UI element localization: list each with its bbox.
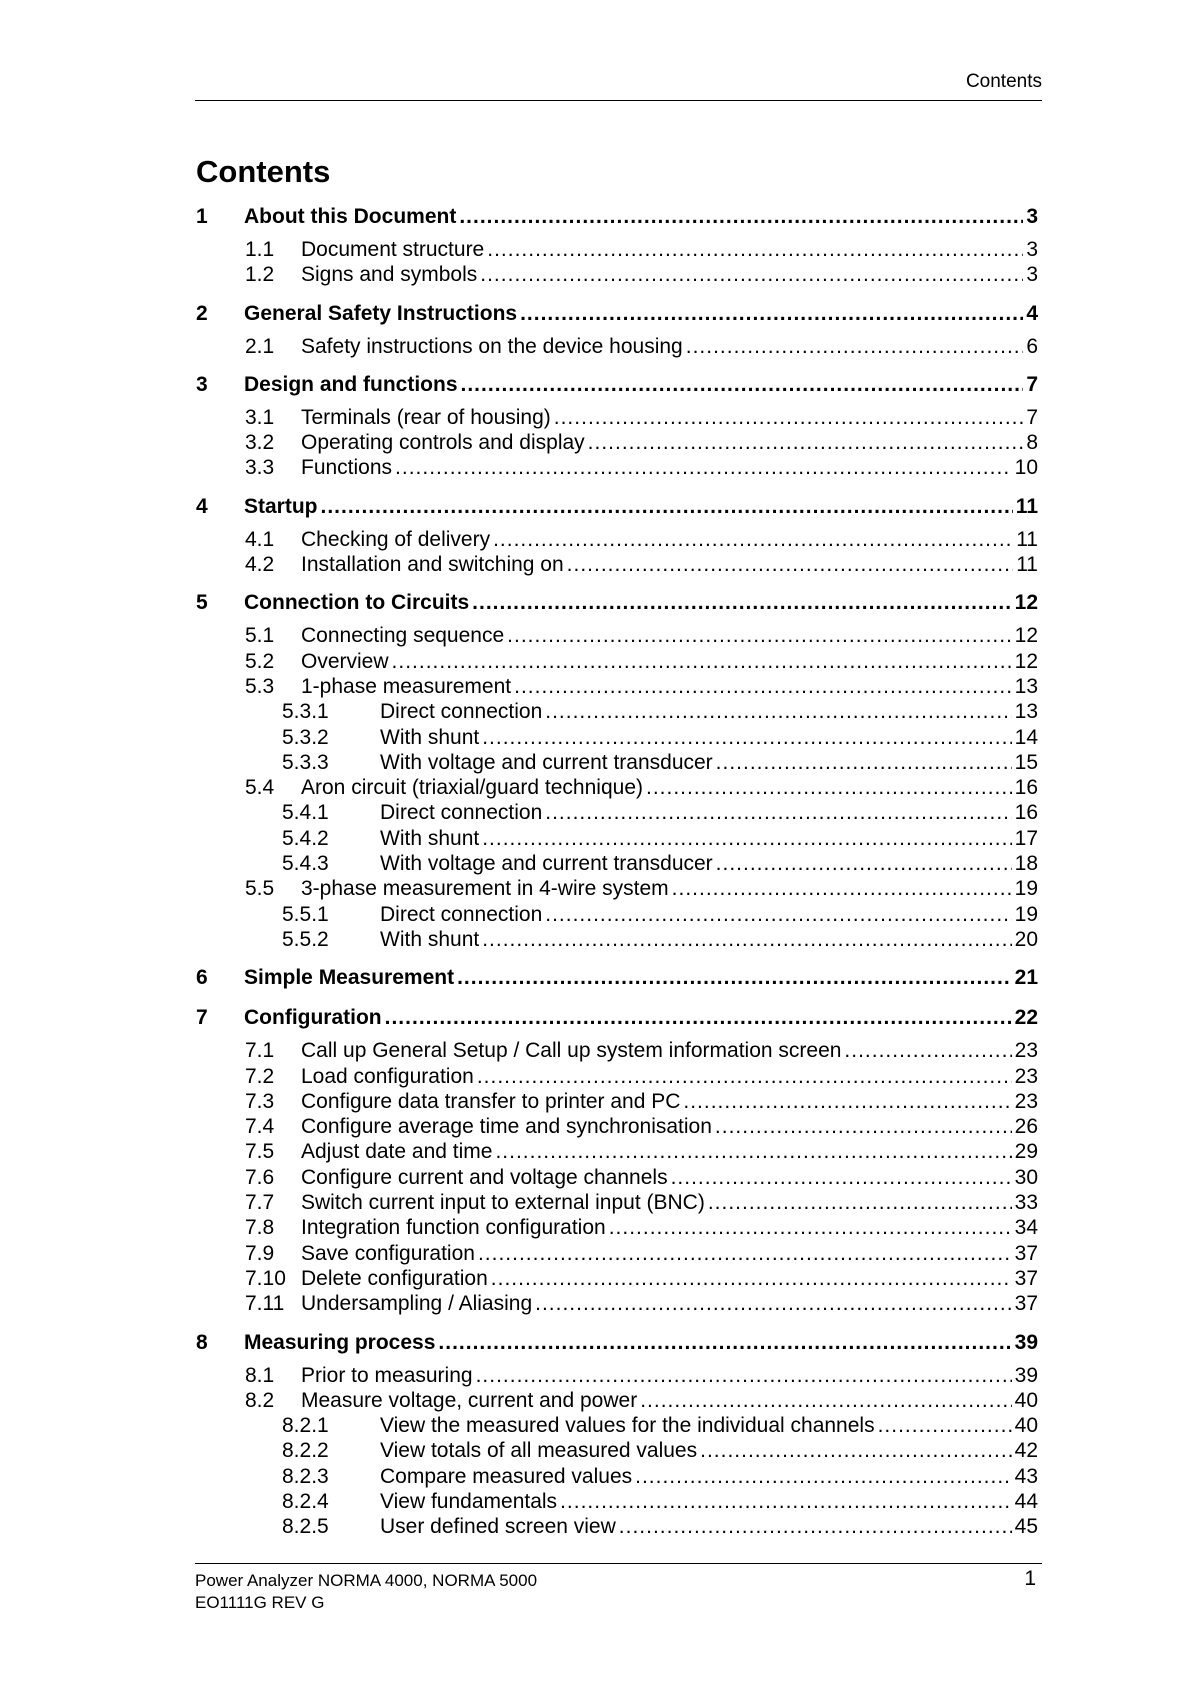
footer-product: Power Analyzer NORMA 4000, NORMA 5000 <box>195 1571 538 1590</box>
toc-chapter-entry[interactable] <box>196 1004 1038 1032</box>
toc-entry[interactable] <box>196 552 1038 577</box>
toc-leader-dots <box>878 1413 1012 1438</box>
toc-entry-number: 2.1 <box>245 334 275 358</box>
toc-entry-number: 7.9 <box>245 1241 275 1265</box>
toc-chapter-entry[interactable] <box>196 203 1038 231</box>
toc-entry-page: 33 <box>1014 1191 1038 1215</box>
toc-entry-number: 1.2 <box>245 263 275 287</box>
toc-leader-dots <box>545 902 1011 927</box>
toc-entry-label: Delete configuration <box>301 1266 488 1290</box>
toc-entry-number: 8 <box>196 1330 208 1354</box>
toc-entry[interactable] <box>196 237 1038 262</box>
toc-entry-page: 8 <box>1026 431 1038 455</box>
toc-entry[interactable] <box>196 455 1038 480</box>
toc-entry-page: 4 <box>1026 301 1038 325</box>
toc-entry-page: 26 <box>1014 1115 1038 1139</box>
toc-entry-page: 10 <box>1014 456 1038 480</box>
toc-entry-page: 39 <box>1014 1330 1038 1354</box>
toc-leader-dots <box>672 876 1012 901</box>
toc-entry-label: With shunt <box>380 826 480 850</box>
toc-entry-page: 45 <box>1014 1515 1038 1539</box>
toc-entry-number: 7.1 <box>245 1039 275 1063</box>
toc-entry-label: With shunt <box>380 725 480 749</box>
toc-entry-page: 34 <box>1014 1216 1038 1240</box>
toc-entry[interactable] <box>196 1291 1038 1316</box>
toc-entry-number: 3.2 <box>245 431 275 455</box>
toc-entry-label: Terminals (rear of housing) <box>301 405 551 429</box>
toc-entry-label: Functions <box>301 456 393 480</box>
toc-entry[interactable] <box>196 1064 1038 1089</box>
toc-entry[interactable] <box>196 1114 1038 1139</box>
toc-leader-dots <box>686 334 1024 359</box>
toc-entry-number: 5.4 <box>245 776 275 800</box>
toc-entry-number: 4.2 <box>245 553 275 577</box>
toc-entry[interactable] <box>196 800 1038 825</box>
toc-entry[interactable] <box>196 876 1038 901</box>
toc-entry-label: General Safety Instructions <box>244 301 518 325</box>
toc-entry-number: 8.2.4 <box>282 1489 329 1513</box>
toc-entry-number: 5.5.2 <box>282 927 329 951</box>
toc-entry-page: 12 <box>1014 649 1038 673</box>
toc-entry[interactable] <box>196 1464 1038 1489</box>
toc-leader-dots <box>567 552 1014 577</box>
toc-entry-label: 3-phase measurement in 4-wire system <box>301 877 669 901</box>
footer-doc-id: EO1111G REV G <box>195 1593 325 1612</box>
toc-entry[interactable] <box>196 775 1038 800</box>
toc-entry-number: 8.2.5 <box>282 1515 329 1539</box>
toc-entry-label: Simple Measurement <box>244 966 455 990</box>
toc-entry[interactable] <box>196 1413 1038 1438</box>
toc-entry-label: Configuration <box>244 1006 382 1030</box>
toc-entry[interactable] <box>196 1215 1038 1240</box>
footer-info <box>195 1570 537 1614</box>
table-of-contents <box>196 203 1038 1540</box>
toc-entry-number: 5.2 <box>245 649 275 673</box>
toc-leader-dots <box>482 927 1011 952</box>
toc-entry-label: Operating controls and display <box>301 431 585 455</box>
toc-leader-dots <box>482 826 1011 851</box>
toc-leader-dots <box>472 589 1011 617</box>
toc-chapter-entry[interactable] <box>196 493 1038 521</box>
toc-entry-number: 7.11 <box>245 1292 285 1316</box>
toc-entry-page: 37 <box>1014 1292 1038 1316</box>
toc-entry-page: 11 <box>1015 494 1038 518</box>
toc-leader-dots <box>461 371 1024 399</box>
toc-entry-page: 23 <box>1014 1039 1038 1063</box>
toc-entry-page: 19 <box>1014 902 1038 926</box>
toc-entry-number: 1 <box>196 205 208 228</box>
toc-entry[interactable] <box>196 1241 1038 1266</box>
toc-entry[interactable] <box>196 902 1038 927</box>
toc-entry-label: Save configuration <box>301 1241 475 1265</box>
toc-entry-label: Compare measured values <box>380 1464 633 1488</box>
toc-entry-label: Document structure <box>301 238 485 261</box>
toc-entry-label: Checking of delivery <box>301 527 491 551</box>
running-header-title: Contents <box>965 71 1042 92</box>
toc-entry-number: 1.1 <box>245 238 275 261</box>
toc-leader-dots <box>514 674 1012 699</box>
toc-entry[interactable] <box>196 1489 1038 1514</box>
toc-entry-number: 7.5 <box>245 1140 275 1164</box>
toc-entry-page: 7 <box>1026 372 1038 396</box>
toc-entry-label: Integration function configuration <box>301 1216 606 1240</box>
toc-entry-label: Measuring process <box>244 1330 436 1354</box>
toc-entry-number: 4 <box>196 494 208 518</box>
toc-leader-dots <box>683 1089 1011 1114</box>
toc-entry-page: 37 <box>1014 1266 1038 1290</box>
toc-leader-dots <box>491 1266 1012 1291</box>
toc-entry-number: 5.4.1 <box>282 801 329 825</box>
toc-entry-label: Startup <box>244 494 318 518</box>
toc-entry-page: 40 <box>1014 1388 1038 1412</box>
toc-entry-label: User defined screen view <box>380 1515 616 1539</box>
footer-page-number: 1 <box>1024 1567 1036 1590</box>
toc-entry-page: 3 <box>1026 263 1038 287</box>
toc-entry-page: 15 <box>1014 750 1038 774</box>
toc-entry[interactable] <box>196 527 1038 552</box>
toc-entry-label: Adjust date and time <box>301 1140 493 1164</box>
toc-entry[interactable] <box>196 1266 1038 1291</box>
toc-entry-number: 5.4.2 <box>282 826 329 850</box>
toc-leader-dots <box>716 750 1012 775</box>
toc-leader-dots <box>507 623 1011 648</box>
toc-chapter-entry[interactable] <box>196 300 1038 328</box>
toc-entry[interactable] <box>196 851 1038 876</box>
toc-entry-label: Call up General Setup / Call up system information screen <box>301 1039 842 1063</box>
toc-leader-dots <box>457 964 1012 992</box>
toc-chapter-entry[interactable] <box>196 371 1038 399</box>
toc-entry[interactable] <box>196 262 1038 287</box>
toc-entry-page: 14 <box>1014 725 1038 749</box>
toc-entry-label: Signs and symbols <box>301 263 478 287</box>
toc-entry-label: Design and functions <box>244 372 458 396</box>
toc-leader-dots <box>646 775 1012 800</box>
toc-leader-dots <box>493 527 1013 552</box>
toc-entry-number: 2 <box>196 301 208 325</box>
toc-entry-page: 16 <box>1014 801 1038 825</box>
toc-entry[interactable] <box>196 1363 1038 1388</box>
toc-entry-page: 30 <box>1014 1165 1038 1189</box>
toc-entry-label: With voltage and current transducer <box>380 852 713 876</box>
toc-entry-page: 13 <box>1014 700 1038 724</box>
toc-entry-number: 5 <box>196 591 208 615</box>
running-header <box>195 64 1042 101</box>
toc-entry[interactable] <box>196 1165 1038 1190</box>
toc-leader-dots <box>438 1329 1011 1357</box>
toc-leader-dots <box>395 455 1012 480</box>
toc-chapter-entry[interactable] <box>196 1329 1038 1357</box>
toc-entry-page: 11 <box>1016 527 1038 551</box>
toc-leader-dots <box>480 262 1023 287</box>
toc-leader-dots <box>478 1241 1012 1266</box>
toc-entry-page: 6 <box>1026 334 1038 358</box>
toc-leader-dots <box>560 1489 1012 1514</box>
toc-leader-dots <box>482 725 1011 750</box>
toc-entry-page: 18 <box>1014 852 1038 876</box>
toc-entry-number: 4.1 <box>245 527 275 551</box>
toc-entry[interactable] <box>196 1038 1038 1063</box>
toc-leader-dots <box>476 1363 1012 1388</box>
toc-entry-number: 7.8 <box>245 1216 275 1240</box>
toc-entry[interactable] <box>196 1089 1038 1114</box>
toc-entry-number: 8.2.2 <box>282 1439 329 1463</box>
toc-entry-number: 3.3 <box>245 456 275 480</box>
toc-leader-dots <box>635 1464 1012 1489</box>
toc-entry-label: Direct connection <box>380 801 543 825</box>
toc-entry-number: 7.4 <box>245 1115 275 1139</box>
toc-entry-page: 16 <box>1014 776 1038 800</box>
toc-entry-page: 3 <box>1026 238 1038 261</box>
toc-entry-label: Configure current and voltage channels <box>301 1165 668 1189</box>
toc-entry-number: 3 <box>196 372 208 396</box>
toc-entry-label: Connection to Circuits <box>244 591 470 615</box>
toc-entry-page: 39 <box>1014 1363 1038 1387</box>
toc-entry-number: 5.1 <box>245 624 275 648</box>
toc-leader-dots <box>495 1139 1011 1164</box>
toc-entry[interactable] <box>196 1514 1038 1539</box>
toc-entry-label: View the measured values for the individual channels <box>380 1414 875 1438</box>
toc-entry[interactable] <box>196 430 1038 455</box>
toc-entry[interactable] <box>196 1139 1038 1164</box>
toc-entry-page: 21 <box>1014 966 1038 990</box>
toc-entry-number: 8.2.1 <box>282 1414 329 1438</box>
toc-entry[interactable] <box>196 1438 1038 1463</box>
toc-leader-dots <box>392 649 1012 674</box>
toc-entry-label: Connecting sequence <box>301 624 505 648</box>
toc-entry-page: 12 <box>1014 624 1038 648</box>
toc-entry-number: 8.2 <box>245 1388 275 1412</box>
toc-entry-page: 37 <box>1014 1241 1038 1265</box>
toc-entry-number: 5.3.3 <box>282 750 329 774</box>
toc-leader-dots <box>459 203 1023 231</box>
toc-leader-dots <box>609 1215 1012 1240</box>
toc-entry-label: View fundamentals <box>380 1489 558 1513</box>
toc-leader-dots <box>554 405 1024 430</box>
toc-entry-number: 6 <box>196 966 208 990</box>
toc-entry-label: With shunt <box>380 927 480 951</box>
toc-entry-number: 7.3 <box>245 1089 275 1113</box>
toc-entry-label: 1-phase measurement <box>301 674 512 698</box>
toc-leader-dots <box>385 1004 1012 1032</box>
toc-chapter-entry[interactable] <box>196 589 1038 617</box>
toc-leader-dots <box>487 237 1023 262</box>
toc-entry-label: Undersampling / Aliasing <box>301 1292 533 1316</box>
toc-entry-page: 20 <box>1014 927 1038 951</box>
toc-entry-number: 5.5 <box>245 877 275 901</box>
toc-entry-label: Prior to measuring <box>301 1363 473 1387</box>
toc-leader-dots <box>671 1165 1012 1190</box>
page-title: Contents <box>196 154 331 189</box>
toc-leader-dots <box>321 493 1013 521</box>
toc-leader-dots <box>545 699 1011 724</box>
toc-entry-number: 5.5.1 <box>282 902 329 926</box>
toc-entry-number: 5.3.2 <box>282 725 329 749</box>
toc-leader-dots <box>520 300 1023 328</box>
toc-entry-label: With voltage and current transducer <box>380 750 713 774</box>
toc-entry[interactable] <box>196 649 1038 674</box>
toc-entry[interactable] <box>196 699 1038 724</box>
toc-leader-dots <box>588 430 1024 455</box>
toc-entry-number: 5.4.3 <box>282 852 329 876</box>
toc-entry-label: Safety instructions on the device housing <box>301 334 683 358</box>
toc-leader-dots <box>700 1438 1012 1463</box>
toc-entry[interactable] <box>196 674 1038 699</box>
toc-entry[interactable] <box>196 405 1038 430</box>
toc-entry[interactable] <box>196 826 1038 851</box>
toc-entry[interactable] <box>196 334 1038 359</box>
toc-entry-number: 8.1 <box>245 1363 275 1387</box>
toc-entry-page: 3 <box>1026 205 1038 228</box>
toc-entry-label: Direct connection <box>380 700 543 724</box>
toc-leader-dots <box>715 1114 1012 1139</box>
toc-entry[interactable] <box>196 725 1038 750</box>
toc-leader-dots <box>535 1291 1012 1316</box>
toc-entry-page: 12 <box>1014 591 1038 615</box>
toc-entry-label: Configure average time and synchronisation <box>301 1115 712 1139</box>
toc-entry-number: 7.6 <box>245 1165 275 1189</box>
toc-entry-label: Overview <box>301 649 389 673</box>
toc-leader-dots <box>545 800 1011 825</box>
toc-entry[interactable] <box>196 750 1038 775</box>
toc-entry-page: 11 <box>1016 553 1038 577</box>
toc-leader-dots <box>716 851 1012 876</box>
toc-entry-label: Switch current input to external input (BNC) <box>301 1191 705 1215</box>
toc-entry-label: Direct connection <box>380 902 543 926</box>
toc-entry[interactable] <box>196 1190 1038 1215</box>
toc-entry[interactable] <box>196 623 1038 648</box>
toc-entry-page: 43 <box>1014 1464 1038 1488</box>
toc-entry-number: 5.3.1 <box>282 700 329 724</box>
toc-entry-page: 44 <box>1014 1489 1038 1513</box>
toc-leader-dots <box>477 1064 1012 1089</box>
toc-leader-dots <box>708 1190 1012 1215</box>
toc-entry-page: 42 <box>1014 1439 1038 1463</box>
toc-entry-number: 5.3 <box>245 674 275 698</box>
toc-entry-page: 23 <box>1014 1064 1038 1088</box>
toc-entry-page: 29 <box>1014 1140 1038 1164</box>
toc-entry-number: 7 <box>196 1006 208 1030</box>
toc-entry-label: About this Document <box>244 205 457 228</box>
toc-entry-number: 8.2.3 <box>282 1464 329 1488</box>
toc-entry-page: 13 <box>1014 674 1038 698</box>
toc-entry-page: 7 <box>1026 405 1038 429</box>
toc-chapter-entry[interactable] <box>196 964 1038 992</box>
toc-entry-page: 19 <box>1014 877 1038 901</box>
toc-leader-dots <box>640 1388 1011 1413</box>
toc-leader-dots <box>844 1038 1011 1063</box>
toc-entry-label: Load configuration <box>301 1064 474 1088</box>
toc-entry[interactable] <box>196 927 1038 952</box>
toc-entry-label: Configure data transfer to printer and PC <box>301 1089 681 1113</box>
toc-entry-label: View totals of all measured values <box>380 1439 698 1463</box>
toc-entry-number: 7.7 <box>245 1191 275 1215</box>
running-footer <box>195 1563 1042 1612</box>
toc-entry-label: Measure voltage, current and power <box>301 1388 638 1412</box>
toc-entry-page: 17 <box>1014 826 1038 850</box>
toc-entry-label: Aron circuit (triaxial/guard technique) <box>301 776 643 800</box>
toc-entry-number: 7.2 <box>245 1064 275 1088</box>
toc-entry-number: 3.1 <box>245 405 275 429</box>
toc-entry-label: Installation and switching on <box>301 553 564 577</box>
toc-entry-number: 7.10 <box>245 1266 286 1290</box>
toc-entry[interactable] <box>196 1388 1038 1413</box>
toc-entry-page: 23 <box>1014 1089 1038 1113</box>
toc-entry-page: 22 <box>1014 1006 1038 1030</box>
toc-entry-page: 40 <box>1014 1414 1038 1438</box>
toc-leader-dots <box>619 1514 1012 1539</box>
